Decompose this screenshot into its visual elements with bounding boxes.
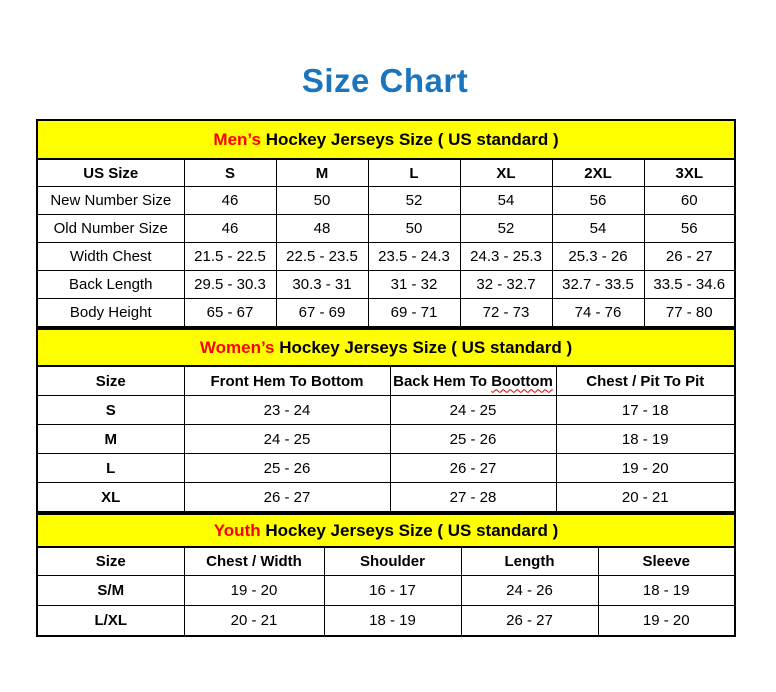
data-cell: 25.3 - 26 bbox=[552, 243, 644, 271]
data-cell: 29.5 - 30.3 bbox=[184, 271, 276, 299]
row-label: Body Height bbox=[37, 299, 184, 328]
header-cell: Sleeve bbox=[598, 547, 735, 576]
youth-header-row bbox=[37, 547, 735, 576]
data-cell: 26 - 27 bbox=[644, 243, 735, 271]
row-label: S bbox=[37, 396, 184, 425]
youth-banner bbox=[37, 514, 735, 547]
data-cell: 27 - 28 bbox=[390, 483, 556, 513]
table-row bbox=[37, 454, 735, 483]
row-label: L/XL bbox=[37, 606, 184, 637]
table-row bbox=[37, 243, 735, 271]
size-chart-tables bbox=[36, 119, 734, 637]
header-cell: Shoulder bbox=[324, 547, 461, 576]
data-cell: 56 bbox=[644, 215, 735, 243]
mens-header-row bbox=[37, 159, 735, 187]
header-cell: M bbox=[276, 159, 368, 187]
header-cell bbox=[390, 366, 556, 396]
table-row bbox=[37, 483, 735, 513]
table-row bbox=[37, 271, 735, 299]
data-cell: 21.5 - 22.5 bbox=[184, 243, 276, 271]
data-cell: 18 - 19 bbox=[556, 425, 735, 454]
data-cell: 24 - 26 bbox=[461, 576, 598, 606]
data-cell: 33.5 - 34.6 bbox=[644, 271, 735, 299]
youth-banner-text: Hockey Jerseys Size ( US standard ) bbox=[265, 520, 559, 540]
womens-header-row bbox=[37, 366, 735, 396]
header-cell: Size bbox=[37, 547, 184, 576]
header-cell: Size bbox=[37, 366, 184, 396]
data-cell: 24 - 25 bbox=[184, 425, 390, 454]
womens-banner-highlight: Women’s bbox=[199, 337, 275, 357]
data-cell: 50 bbox=[368, 215, 460, 243]
header-cell: Front Hem To Bottom bbox=[184, 366, 390, 396]
row-label: New Number Size bbox=[37, 187, 184, 215]
data-cell: 65 - 67 bbox=[184, 299, 276, 328]
table-row bbox=[37, 215, 735, 243]
data-cell: 16 - 17 bbox=[324, 576, 461, 606]
data-cell: 19 - 20 bbox=[556, 454, 735, 483]
data-cell: 31 - 32 bbox=[368, 271, 460, 299]
mens-size-table bbox=[36, 119, 736, 328]
data-cell: 72 - 73 bbox=[460, 299, 552, 328]
data-cell: 23 - 24 bbox=[184, 396, 390, 425]
row-label: Width Chest bbox=[37, 243, 184, 271]
data-cell: 48 bbox=[276, 215, 368, 243]
row-label: M bbox=[37, 425, 184, 454]
data-cell: 52 bbox=[460, 215, 552, 243]
data-cell: 24.3 - 25.3 bbox=[460, 243, 552, 271]
data-cell: 46 bbox=[184, 187, 276, 215]
data-cell: 26 - 27 bbox=[184, 483, 390, 513]
row-label: L bbox=[37, 454, 184, 483]
data-cell: 67 - 69 bbox=[276, 299, 368, 328]
womens-size-table bbox=[36, 328, 736, 513]
womens-banner-row bbox=[37, 329, 735, 366]
data-cell: 25 - 26 bbox=[390, 425, 556, 454]
row-label: S/M bbox=[37, 576, 184, 606]
youth-size-table bbox=[36, 513, 736, 637]
data-cell: 18 - 19 bbox=[324, 606, 461, 637]
womens-banner-text: Hockey Jerseys Size ( US standard ) bbox=[279, 337, 573, 357]
header-cell: 2XL bbox=[552, 159, 644, 187]
mens-banner bbox=[37, 120, 735, 159]
table-row bbox=[37, 576, 735, 606]
table-row bbox=[37, 187, 735, 215]
data-cell: 52 bbox=[368, 187, 460, 215]
row-label: Back Length bbox=[37, 271, 184, 299]
data-cell: 77 - 80 bbox=[644, 299, 735, 328]
header-text: Back Hem To bbox=[393, 372, 488, 390]
data-cell: 26 - 27 bbox=[390, 454, 556, 483]
misspelled-word: Boottom bbox=[491, 372, 553, 390]
data-cell: 19 - 20 bbox=[184, 576, 324, 606]
data-cell: 69 - 71 bbox=[368, 299, 460, 328]
data-cell: 30.3 - 31 bbox=[276, 271, 368, 299]
data-cell: 26 - 27 bbox=[461, 606, 598, 637]
data-cell: 32 - 32.7 bbox=[460, 271, 552, 299]
data-cell: 25 - 26 bbox=[184, 454, 390, 483]
header-cell: 3XL bbox=[644, 159, 735, 187]
data-cell: 17 - 18 bbox=[556, 396, 735, 425]
data-cell: 60 bbox=[644, 187, 735, 215]
mens-banner-row bbox=[37, 120, 735, 159]
data-cell: 56 bbox=[552, 187, 644, 215]
mens-banner-text: Hockey Jerseys Size ( US standard ) bbox=[265, 129, 559, 149]
data-cell: 19 - 20 bbox=[598, 606, 735, 637]
row-label: Old Number Size bbox=[37, 215, 184, 243]
womens-banner bbox=[37, 329, 735, 366]
data-cell: 23.5 - 24.3 bbox=[368, 243, 460, 271]
data-cell: 46 bbox=[184, 215, 276, 243]
data-cell: 54 bbox=[460, 187, 552, 215]
header-cell: XL bbox=[460, 159, 552, 187]
page-title: Size Chart bbox=[301, 62, 469, 99]
data-cell: 54 bbox=[552, 215, 644, 243]
table-row bbox=[37, 606, 735, 637]
header-cell: S bbox=[184, 159, 276, 187]
header-cell: US Size bbox=[37, 159, 184, 187]
youth-banner-row bbox=[37, 514, 735, 547]
table-row bbox=[37, 299, 735, 328]
header-cell: L bbox=[368, 159, 460, 187]
data-cell: 18 - 19 bbox=[598, 576, 735, 606]
data-cell: 22.5 - 23.5 bbox=[276, 243, 368, 271]
data-cell: 32.7 - 33.5 bbox=[552, 271, 644, 299]
youth-banner-highlight: Youth bbox=[213, 520, 261, 540]
header-cell: Length bbox=[461, 547, 598, 576]
header-cell: Chest / Pit To Pit bbox=[556, 366, 735, 396]
table-row bbox=[37, 425, 735, 454]
mens-banner-highlight: Men’s bbox=[213, 129, 261, 149]
table-row bbox=[37, 396, 735, 425]
data-cell: 24 - 25 bbox=[390, 396, 556, 425]
data-cell: 50 bbox=[276, 187, 368, 215]
header-cell: Chest / Width bbox=[184, 547, 324, 576]
row-label: XL bbox=[37, 483, 184, 513]
data-cell: 20 - 21 bbox=[184, 606, 324, 637]
data-cell: 20 - 21 bbox=[556, 483, 735, 513]
data-cell: 74 - 76 bbox=[552, 299, 644, 328]
